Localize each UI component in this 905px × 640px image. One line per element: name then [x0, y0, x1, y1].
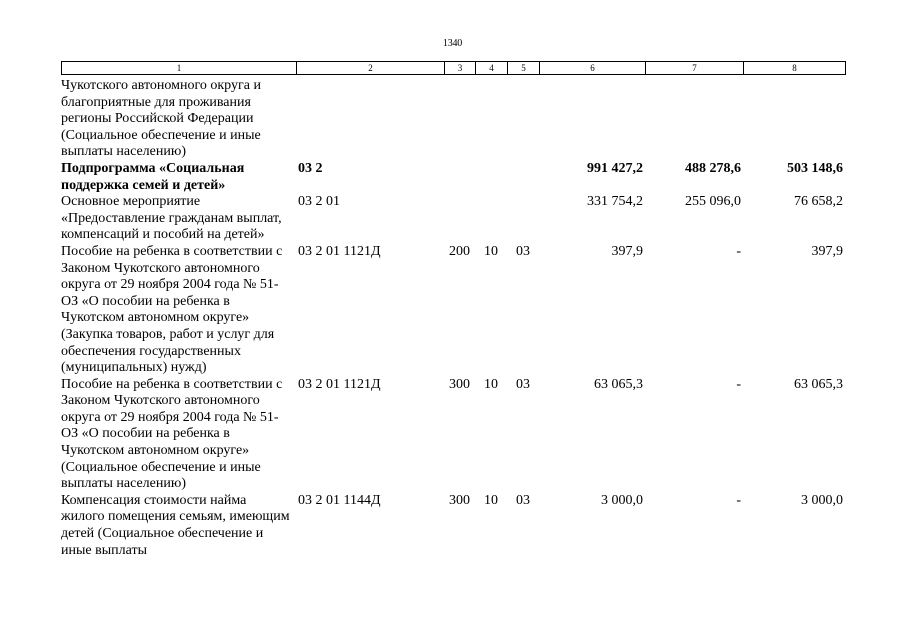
- row-code: 03 2: [298, 160, 323, 176]
- row-col6: 63 065,3: [594, 376, 643, 392]
- row-col6: 397,9: [611, 243, 643, 259]
- column-header-7: 7: [646, 62, 744, 75]
- column-header-5: 5: [508, 62, 540, 75]
- row-col3: [444, 78, 475, 161]
- row-col5: 03: [516, 243, 530, 259]
- row-code: 03 2 01 1121Д: [298, 376, 381, 392]
- row-col6: 331 754,2: [587, 194, 643, 210]
- column-header-2: 2: [297, 62, 445, 75]
- row-col5: [507, 194, 539, 244]
- row-col4: [475, 78, 507, 161]
- row-col4: 10: [484, 376, 498, 392]
- row-code: 03 2 01 1144Д: [298, 492, 381, 508]
- row-col7: 255 096,0: [685, 194, 741, 210]
- row-name: Подпрограмма «Социальная поддержка семей и детей»: [61, 160, 245, 193]
- row-col5: 03: [516, 376, 530, 392]
- row-name: Пособие на ребенка в соответствии с Законом Чукотского автономного округа от 29 ноября 2004 года № 51-ОЗ «О пособии на ребенка в Чукотском автономном округе» (Закупка товаров, работ и услуг для обеспечения государственных (муниципальных) нужд): [61, 243, 283, 376]
- row-col3: 300: [449, 492, 470, 508]
- column-header-3: 3: [445, 62, 476, 75]
- column-header-8: 8: [744, 62, 846, 75]
- column-header-1: 1: [62, 62, 297, 75]
- table-row: [61, 78, 845, 161]
- row-col6: [539, 78, 645, 161]
- row-col3: [444, 161, 475, 194]
- row-col3: [444, 194, 475, 244]
- row-code: 03 2 01: [298, 194, 340, 210]
- page-number: 1340: [442, 38, 463, 49]
- row-col8: 76 658,2: [794, 194, 843, 210]
- column-header-6: 6: [540, 62, 646, 75]
- row-name: Основное мероприятие «Предоставление гражданам выплат, компенсаций и пособий на детей»: [61, 194, 282, 243]
- row-col3: 300: [449, 376, 470, 392]
- table-row: [61, 161, 845, 194]
- row-col7: [645, 78, 743, 161]
- table-row: [61, 194, 845, 244]
- row-col7: -: [736, 376, 741, 392]
- row-name: Чукотского автономного округа и благоприятные для проживания регионы Российской Федерации (Социальное обеспечение и иные выплаты населению): [61, 78, 261, 160]
- row-col5: [507, 78, 539, 161]
- table-row: [61, 377, 845, 493]
- column-header-row: [61, 61, 846, 75]
- row-name: Компенсация стоимости найма жилого помещения семьям, имеющим детей (Социальное обеспечение и иные выплаты: [61, 492, 290, 558]
- row-col7: -: [736, 243, 741, 259]
- row-col4: [475, 161, 507, 194]
- row-col6: 991 427,2: [587, 160, 643, 176]
- row-code: 03 2 01 1121Д: [298, 243, 381, 259]
- row-col7: 488 278,6: [685, 160, 741, 176]
- row-col8: [743, 78, 845, 161]
- row-col4: 10: [484, 243, 498, 259]
- row-col6: 3 000,0: [601, 492, 643, 508]
- row-col7: -: [736, 492, 741, 508]
- table-row: [61, 493, 845, 559]
- row-code: [296, 78, 444, 161]
- budget-table: [61, 78, 845, 559]
- column-header-4: 4: [476, 62, 508, 75]
- row-col8: 397,9: [811, 243, 843, 259]
- table-row: [61, 244, 845, 377]
- row-col5: 03: [516, 492, 530, 508]
- row-col5: [507, 161, 539, 194]
- row-col3: 200: [449, 243, 470, 259]
- row-col8: 503 148,6: [787, 160, 843, 176]
- row-col8: 3 000,0: [801, 492, 843, 508]
- row-col8: 63 065,3: [794, 376, 843, 392]
- row-col4: 10: [484, 492, 498, 508]
- row-col4: [475, 194, 507, 244]
- row-name: Пособие на ребенка в соответствии с Законом Чукотского автономного округа от 29 ноября 2004 года № 51-ОЗ «О пособии на ребенка в Чукотском автономном округе» (Социальное обеспечение и иные выплаты населению): [61, 376, 283, 492]
